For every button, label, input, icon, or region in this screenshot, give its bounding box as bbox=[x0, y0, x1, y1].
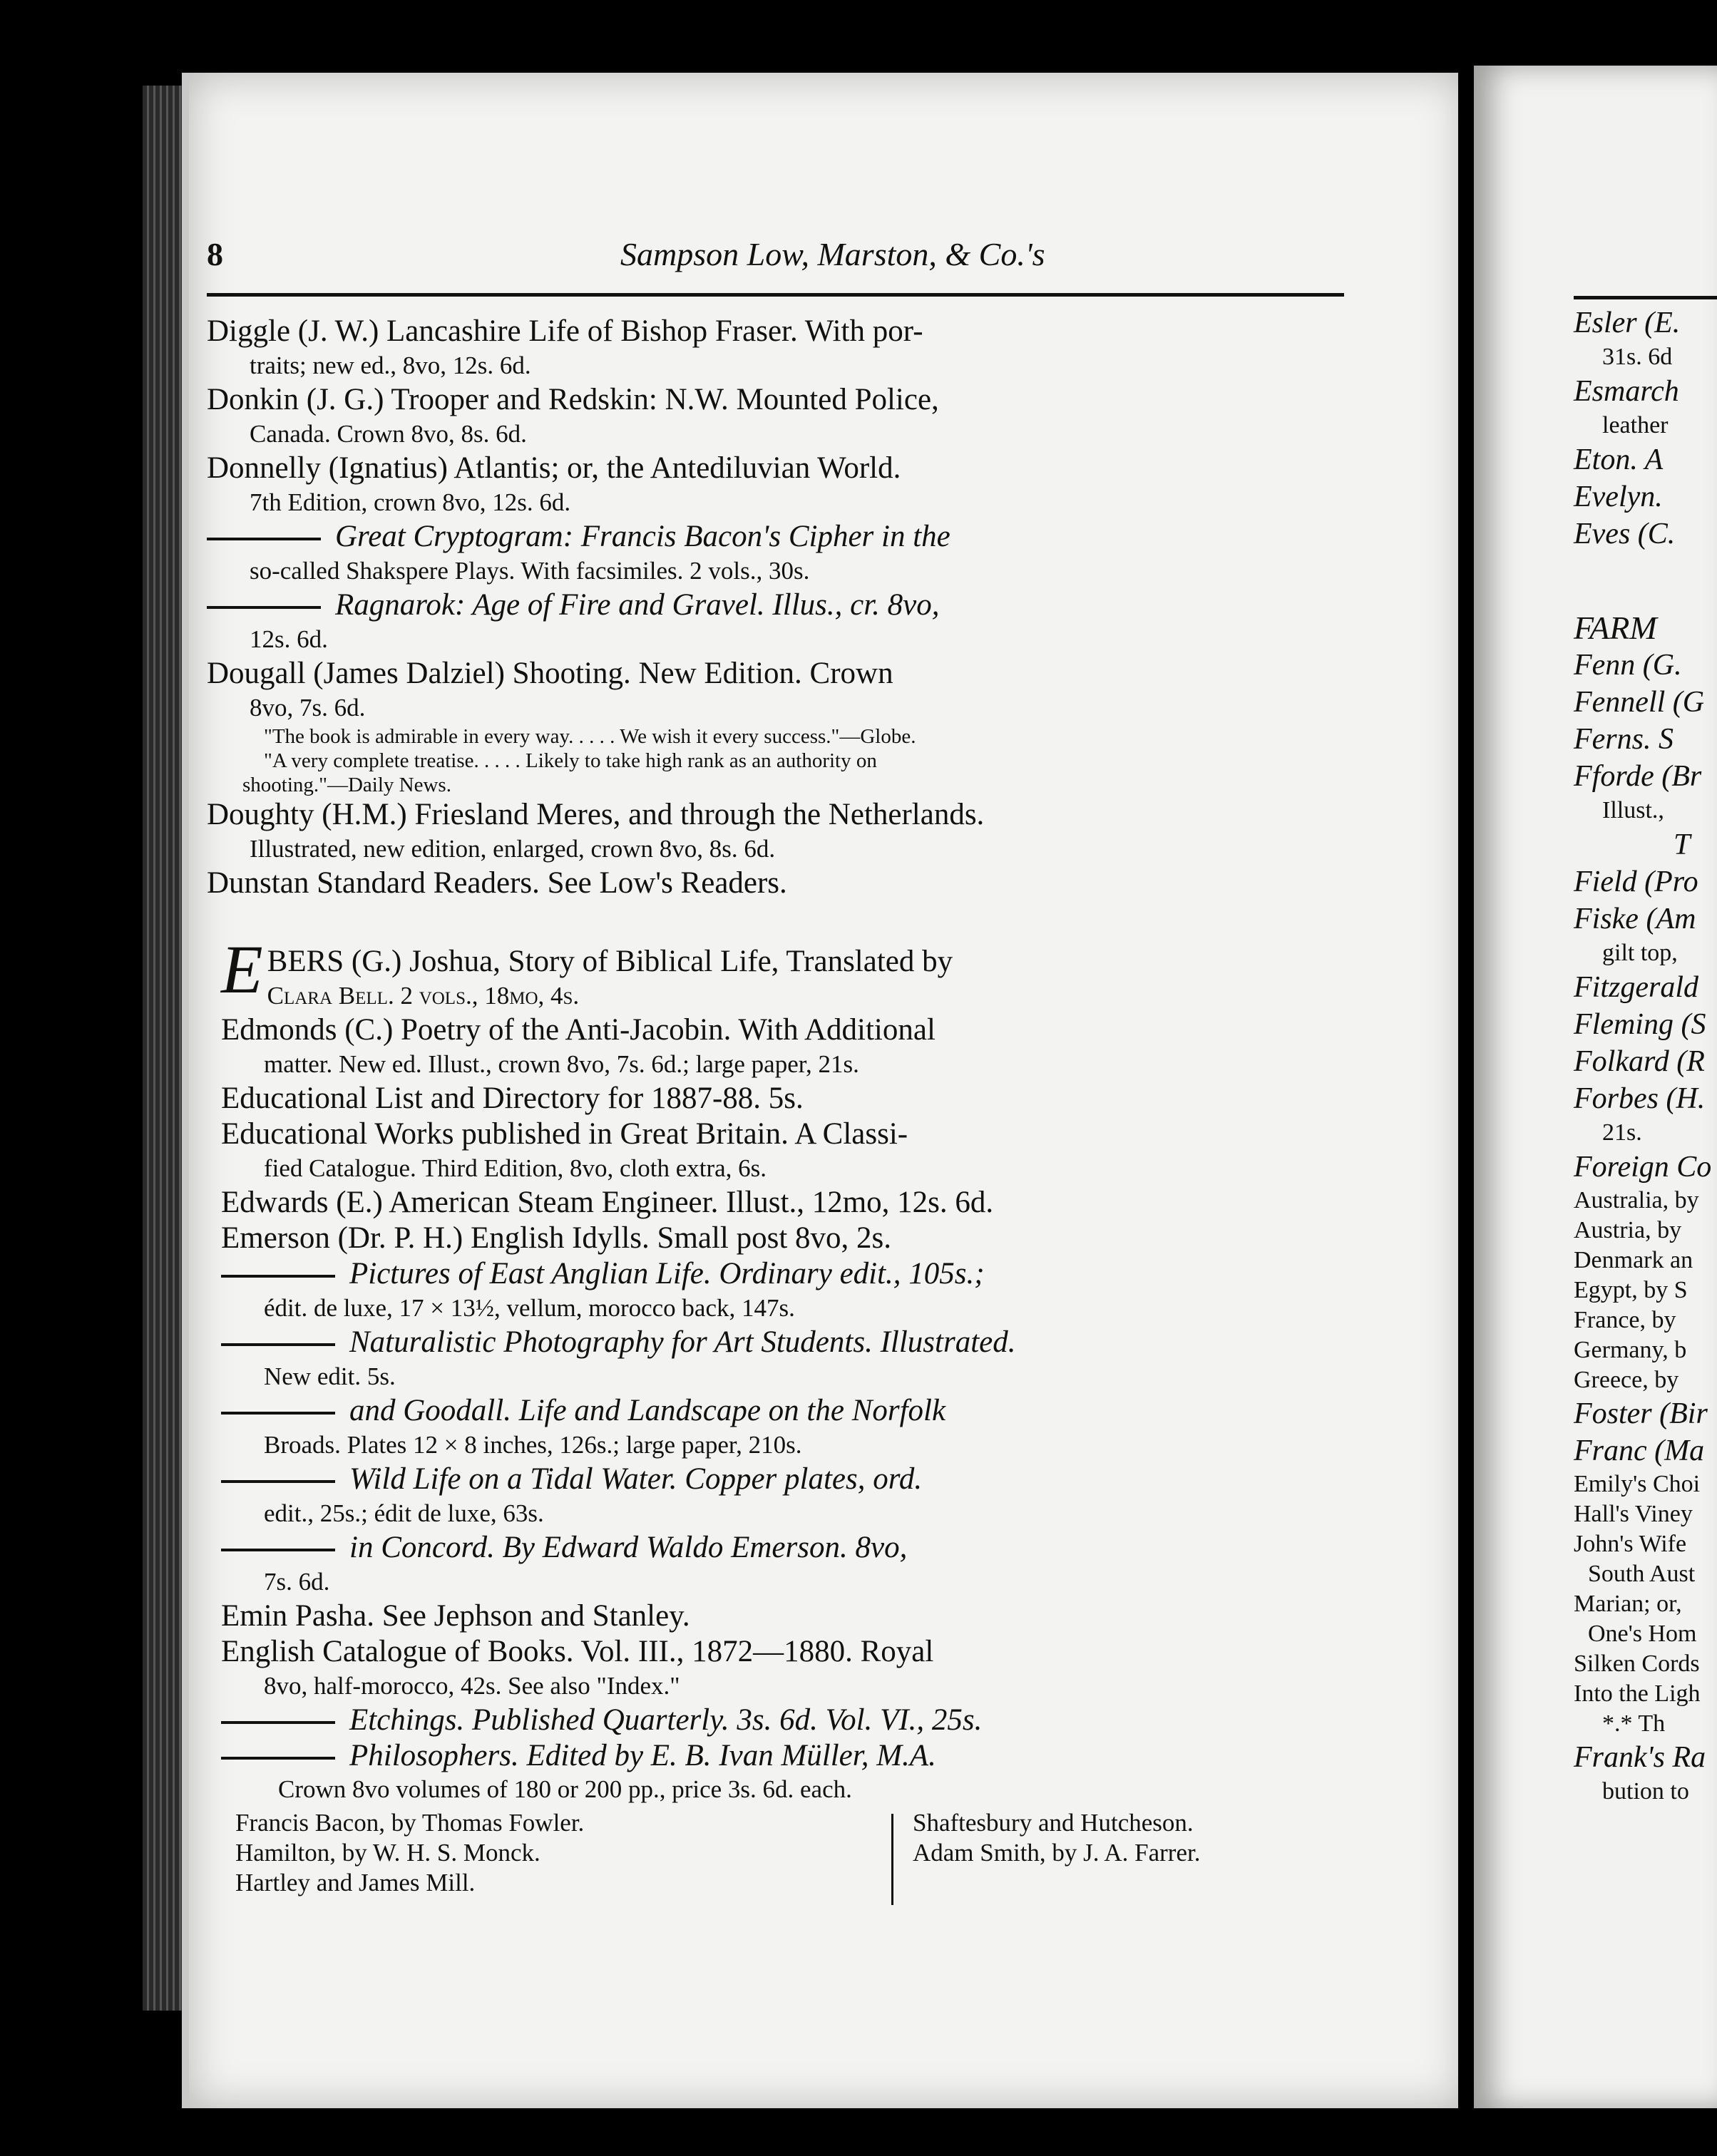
catalogue-entry bbox=[207, 1081, 1348, 1116]
entry-detail: 7s. 6d. bbox=[264, 1568, 330, 1596]
ditto-dash bbox=[221, 1549, 335, 1551]
review-quotes bbox=[207, 724, 1348, 797]
right-line: Into the Ligh bbox=[1574, 1680, 1701, 1707]
review-quote: "A very complete treatise. . . . . Likely to take high rank as an authority on bbox=[264, 749, 877, 772]
series-title: Hartley and James Mill. bbox=[235, 1869, 476, 1896]
right-line: Egypt, by S bbox=[1574, 1277, 1688, 1303]
right-line: Hall's Viney bbox=[1574, 1501, 1693, 1527]
head-rule bbox=[207, 293, 1344, 297]
right-line: bution to bbox=[1602, 1778, 1689, 1805]
entry-detail: so-called Shakspere Plays. With facsimiles. 2 vols., 30s. bbox=[250, 557, 810, 585]
right-line: Denmark an bbox=[1574, 1247, 1693, 1273]
book-gutter bbox=[1458, 57, 1474, 2125]
series-title: Francis Bacon, by Thomas Fowler. bbox=[235, 1809, 585, 1837]
entry-main: Etchings. Published Quarterly. 3s. 6d. Vol. VI., 25s. bbox=[349, 1703, 983, 1737]
entry-main: Dougall (James Dalziel) Shooting. New Edition. Crown bbox=[207, 657, 893, 690]
catalogue-entry bbox=[207, 1221, 1348, 1256]
right-line: 21s. bbox=[1602, 1119, 1642, 1146]
right-line: Eves (C. bbox=[1574, 518, 1676, 550]
series-column-right bbox=[913, 1808, 1200, 1868]
right-line: Ferns. S bbox=[1574, 723, 1674, 756]
right-head-rule bbox=[1574, 296, 1717, 299]
series-title: Hamilton, by W. H. S. Monck. bbox=[235, 1839, 540, 1867]
right-line: Greece, by bbox=[1574, 1367, 1679, 1393]
entry-main: Pictures of East Anglian Life. Ordinary edit., 105s.; bbox=[349, 1257, 985, 1290]
entry-detail: Illustrated, new edition, enlarged, crown 8vo, 8s. 6d. bbox=[250, 835, 776, 863]
right-page bbox=[1474, 66, 1717, 2108]
catalogue-entry bbox=[207, 1530, 1348, 1598]
entry-main: English Catalogue of Books. Vol. III., 1872—1880. Royal bbox=[221, 1635, 934, 1668]
right-line: Foster (Bir bbox=[1574, 1397, 1708, 1430]
entry-main: and Goodall. Life and Landscape on the Norfolk bbox=[349, 1394, 946, 1427]
entry-detail: Clara Bell. 2 vols., 18mo, 4s. bbox=[267, 982, 580, 1010]
ditto-dash bbox=[221, 1480, 335, 1483]
entry-main: Wild Life on a Tidal Water. Copper plates, ord. bbox=[349, 1462, 923, 1496]
catalogue-entry bbox=[207, 1325, 1348, 1393]
entry-main: Emin Pasha. See Jephson and Stanley. bbox=[221, 1599, 690, 1633]
series-title: Shaftesbury and Hutcheson. bbox=[913, 1809, 1194, 1837]
entry-detail: édit. de luxe, 17 × 13½, vellum, morocco back, 147s. bbox=[264, 1294, 795, 1322]
entry-detail: Broads. Plates 12 × 8 inches, 126s.; large paper, 210s. bbox=[264, 1431, 802, 1459]
entry-detail: 8vo, half-morocco, 42s. See also "Index." bbox=[264, 1672, 680, 1700]
catalogue-entry bbox=[207, 451, 1348, 519]
publisher-heading: Sampson Low, Marston, & Co.'s bbox=[620, 236, 1045, 272]
ditto-dash bbox=[221, 1275, 335, 1278]
catalogue-entry bbox=[207, 587, 1348, 656]
review-quote: "The book is admirable in every way. . . . . We wish it every success."—Globe. bbox=[264, 725, 916, 748]
catalogue-entry bbox=[207, 1393, 1348, 1462]
catalogue-entries bbox=[207, 314, 1348, 1908]
catalogue-entry bbox=[207, 519, 1348, 587]
right-line: Field (Pro bbox=[1574, 866, 1698, 898]
right-line: Fiske (Am bbox=[1574, 903, 1696, 935]
entry-main: Donkin (J. G.) Trooper and Redskin: N.W. Mounted Police, bbox=[207, 383, 939, 416]
right-line: Austria, by bbox=[1574, 1217, 1682, 1243]
entry-main: Edmonds (C.) Poetry of the Anti-Jacobin. With Additional bbox=[221, 1013, 936, 1047]
right-line: Marian; or, bbox=[1574, 1591, 1682, 1617]
right-line: Eton. A bbox=[1574, 443, 1664, 476]
entry-detail: fied Catalogue. Third Edition, 8vo, cloth extra, 6s. bbox=[264, 1154, 767, 1182]
entry-main: Educational Works published in Great Britain. A Classi- bbox=[221, 1117, 908, 1151]
entry-detail: Canada. Crown 8vo, 8s. 6d. bbox=[250, 420, 527, 448]
ditto-dash bbox=[221, 1343, 335, 1346]
catalogue-entry bbox=[207, 1634, 1348, 1703]
entry-main: Edwards (E.) American Steam Engineer. Illust., 12mo, 12s. 6d. bbox=[221, 1186, 994, 1219]
right-line: John's Wife bbox=[1574, 1531, 1687, 1557]
review-quote: shooting."—Daily News. bbox=[242, 774, 451, 796]
catalogue-entry bbox=[207, 382, 1348, 451]
entry-detail: matter. New ed. Illust., crown 8vo, 7s. 6d.; large paper, 21s. bbox=[264, 1050, 859, 1078]
entry-main: in Concord. By Edward Waldo Emerson. 8vo, bbox=[349, 1531, 908, 1564]
entry-main: Dunstan Standard Readers. See Low's Readers. bbox=[207, 866, 787, 900]
entry-main: Philosophers. Edited by E. B. Ivan Müller, M.A. bbox=[349, 1739, 936, 1772]
column-divider bbox=[891, 1814, 893, 1905]
right-line: Emily's Choi bbox=[1574, 1471, 1701, 1497]
series-title: Adam Smith, by J. A. Farrer. bbox=[913, 1839, 1201, 1867]
series-column-left bbox=[235, 1808, 584, 1898]
page-number: 8 bbox=[207, 236, 223, 272]
entry-main: Educational List and Directory for 1887-88. 5s. bbox=[221, 1082, 804, 1115]
ditto-dash bbox=[207, 538, 321, 540]
entry-main: Naturalistic Photography for Art Students. Illustrated. bbox=[349, 1325, 1016, 1359]
entry-detail: edit., 25s.; édit de luxe, 63s. bbox=[264, 1499, 544, 1527]
entry-detail: 12s. 6d. bbox=[250, 625, 328, 653]
catalogue-entry bbox=[207, 1738, 1348, 1774]
right-line: gilt top, bbox=[1602, 940, 1678, 966]
entry-main: BERS (G.) Joshua, Story of Biblical Life, Translated by bbox=[267, 945, 953, 978]
right-line: Germany, b bbox=[1574, 1337, 1687, 1363]
right-line: leather bbox=[1602, 412, 1669, 438]
catalogue-entry bbox=[207, 314, 1348, 382]
catalogue-entry bbox=[207, 1256, 1348, 1325]
ditto-dash bbox=[221, 1721, 335, 1724]
right-line: Foreign Co bbox=[1574, 1151, 1712, 1184]
right-line: Esler (E. bbox=[1574, 307, 1681, 339]
right-line: Franc (Ma bbox=[1574, 1434, 1705, 1467]
entry-detail: 8vo, 7s. 6d. bbox=[250, 694, 366, 722]
catalogue-entry bbox=[207, 1598, 1348, 1634]
book-page-stack bbox=[143, 86, 182, 2011]
ditto-dash bbox=[221, 1757, 335, 1760]
right-line: Australia, by bbox=[1574, 1187, 1699, 1213]
catalogue-entry bbox=[207, 1703, 1348, 1738]
right-line: France, by bbox=[1574, 1307, 1676, 1333]
catalogue-entry bbox=[207, 1462, 1348, 1530]
entry-detail: New edit. 5s. bbox=[264, 1362, 396, 1390]
catalogue-entry bbox=[207, 797, 1348, 866]
right-line: Frank's Ra bbox=[1574, 1741, 1706, 1774]
right-line: Folkard (R bbox=[1574, 1045, 1705, 1078]
catalogue-entry bbox=[207, 1185, 1348, 1221]
right-line: South Aust bbox=[1588, 1561, 1696, 1587]
right-line: Forbes (H. bbox=[1574, 1082, 1706, 1115]
catalogue-entry bbox=[207, 1012, 1348, 1081]
right-line: Fitzgerald bbox=[1574, 971, 1698, 1004]
entry-main: Diggle (J. W.) Lancashire Life of Bishop Fraser. With por- bbox=[207, 314, 923, 348]
catalogue-entry bbox=[207, 866, 1348, 901]
entry-main: Ragnarok: Age of Fire and Gravel. Illus., cr. 8vo, bbox=[335, 588, 940, 622]
entry-main: Emerson (Dr. P. H.) English Idylls. Small post 8vo, 2s. bbox=[221, 1221, 892, 1255]
right-line: Fforde (Br bbox=[1574, 760, 1702, 793]
catalogue-entry bbox=[207, 656, 1348, 724]
catalogue-entry bbox=[207, 1116, 1348, 1185]
right-line: One's Hom bbox=[1588, 1621, 1697, 1647]
series-note: Crown 8vo volumes of 180 or 200 pp., price 3s. 6d. each. bbox=[278, 1775, 852, 1803]
entry-main: Doughty (H.M.) Friesland Meres, and through the Netherlands. bbox=[207, 798, 985, 831]
right-line: T bbox=[1674, 828, 1691, 861]
catalogue-entry bbox=[207, 931, 1348, 1012]
ditto-dash bbox=[207, 606, 321, 609]
entry-main: Donnelly (Ignatius) Atlantis; or, the Antediluvian World. bbox=[207, 451, 901, 485]
right-line: Evelyn. bbox=[1574, 481, 1663, 513]
right-line: *.* Th bbox=[1602, 1710, 1666, 1737]
right-page-content bbox=[1574, 304, 1717, 1807]
drop-cap-letter: E bbox=[221, 931, 263, 1007]
entry-detail: 7th Edition, crown 8vo, 12s. 6d. bbox=[250, 488, 571, 516]
right-line: FARM bbox=[1574, 610, 1657, 646]
philosophers-series-list bbox=[207, 1808, 1348, 1908]
right-line: Esmarch bbox=[1574, 375, 1679, 408]
right-line: 31s. 6d bbox=[1602, 344, 1673, 370]
right-line: Illust., bbox=[1602, 797, 1664, 823]
right-line: Fennell (G bbox=[1574, 686, 1705, 719]
right-line: Fenn (G. bbox=[1574, 649, 1682, 682]
right-line: Fleming (S bbox=[1574, 1008, 1706, 1041]
entry-main: Great Cryptogram: Francis Bacon's Cipher in the bbox=[335, 520, 950, 553]
ditto-dash bbox=[221, 1412, 335, 1415]
entry-detail: traits; new ed., 8vo, 12s. 6d. bbox=[250, 351, 531, 379]
right-line: Silken Cords bbox=[1574, 1651, 1700, 1677]
